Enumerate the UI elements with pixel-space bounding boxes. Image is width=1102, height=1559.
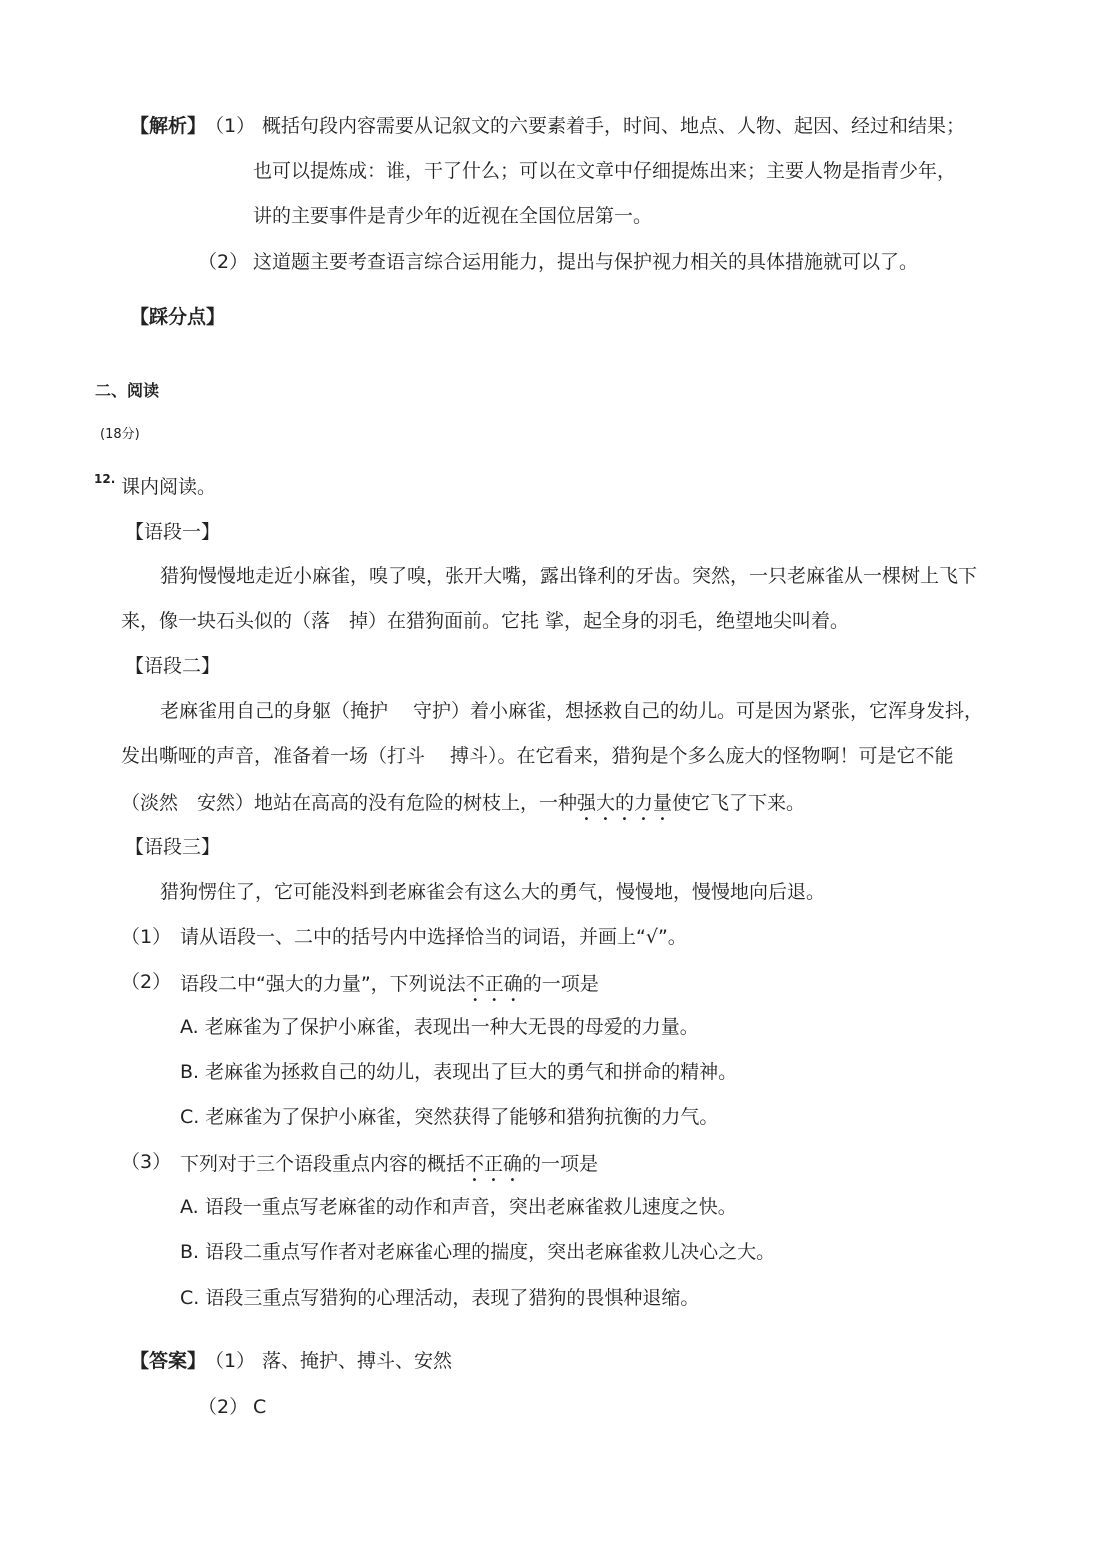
answer-2-number: （2） (198, 1396, 249, 1418)
answer-2-text: C (253, 1396, 267, 1418)
emphasized-phrase: 强大的力量 (577, 792, 673, 814)
subquestion-2-pre: 语段二中“强大的力量”，下列说法 (180, 973, 466, 995)
segment-1-line-1: 猎狗慢慢地走近小麻雀，嗅了嗅，张开大嘴，露出锋利的牙齿。突然，一只老麻雀从一棵树上飞下 (160, 565, 978, 587)
subquestion-2-option-c: C. 老麻雀为了保护小麻雀，突然获得了能够和猎狗抗衡的力气。 (180, 1106, 719, 1128)
answer-1-number: （1） (205, 1350, 256, 1372)
analysis-item-2-number: （2） (198, 251, 249, 273)
question-title: 课内阅读。 (121, 476, 217, 498)
subquestion-2-text (180, 973, 599, 1006)
analysis-item-2-text: 这道题主要考查语言综合运用能力，提出与保护视力相关的具体措施就可以了。 (253, 251, 919, 273)
subquestion-3-text (180, 1153, 598, 1186)
segment-3-line-1: 猎狗愣住了，它可能没料到老麻雀会有这么大的勇气，慢慢地，慢慢地向后退。 (160, 881, 826, 903)
subquestion-3-option-b: B. 语段二重点写作者对老麻雀心理的揣度，突出老麻雀救儿决心之大。 (180, 1241, 776, 1263)
subquestion-2-option-b: B. 老麻雀为拯救自己的幼儿，表现出了巨大的勇气和拼命的精神。 (180, 1061, 738, 1083)
emphasized-word: 不正确 (465, 1153, 523, 1175)
subquestion-2-option-a: A. 老麻雀为了保护小麻雀，表现出一种大无畏的母爱的力量。 (180, 1016, 699, 1038)
subquestion-3-option-a: A. 语段一重点写老麻雀的动作和声音，突出老麻雀救儿速度之快。 (180, 1196, 737, 1218)
subquestion-3-number: （3） (121, 1151, 172, 1173)
question-number: 12. (94, 472, 116, 486)
subquestion-2-number: （2） (121, 971, 172, 993)
segment-3-label: 【语段三】 (125, 836, 221, 858)
subquestion-3-post: 的一项是 (522, 1153, 599, 1175)
segment-2-line-3 (121, 792, 805, 825)
subquestion-2-post: 的一项是 (522, 973, 599, 995)
analysis-item-1-line-2: 也可以提炼成：谁，干了什么；可以在文章中仔细提炼出来；主要人物是指青少年， (253, 160, 957, 182)
section-title: 二、阅读 (95, 381, 160, 400)
segment-1-line-2: 来，像一块石头似的（落 掉）在猎狗面前。它扥 挲，起全身的羽毛，绝望地尖叫着。 (121, 610, 850, 632)
subquestion-1-text: 请从语段一、二中的括号内中选择恰当的词语，并画上“√”。 (180, 926, 687, 948)
analysis-item-1-number: （1） (205, 115, 256, 137)
subquestion-1-number: （1） (121, 926, 172, 948)
answer-1-text: 落、掩护、搏斗、安然 (262, 1350, 453, 1372)
segment-1-label: 【语段一】 (125, 521, 221, 543)
subquestion-3-pre: 下列对于三个语段重点内容的概括 (180, 1153, 466, 1175)
answer-label: 【答案】 (130, 1350, 207, 1372)
scoring-label: 【踩分点】 (130, 306, 226, 328)
subquestion-3-option-c: C. 语段三重点写猎狗的心理活动，表现了猎狗的畏惧种退缩。 (180, 1287, 700, 1309)
segment-2-line-1: 老麻雀用自己的身躯（掩护 守护）着小麻雀，想拯救自己的幼儿。可是因为紧张，它浑身发抖， (160, 700, 984, 722)
segment-2-line-3-post: 使它飞了下来。 (672, 792, 806, 814)
segment-2-line-3-pre: （淡然 安然）地站在高高的没有危险的树枝上，一种 (121, 792, 578, 814)
analysis-label: 【解析】 (130, 115, 207, 137)
segment-2-label: 【语段二】 (125, 655, 221, 677)
segment-2-line-2: 发出嘶哑的声音，准备着一场（打斗 搏斗）。在它看来，猎狗是个多么庞大的怪物啊！可是它不能 (121, 745, 954, 767)
emphasized-word: 不正确 (465, 973, 523, 995)
section-points: (18分) (100, 427, 140, 442)
analysis-item-1-line-1: 概括句段内容需要从记叙文的六要素着手，时间、地点、人物、起因、经过和结果； (262, 115, 966, 137)
analysis-item-1-line-3: 讲的主要事件是青少年的近视在全国位居第一。 (253, 205, 653, 227)
